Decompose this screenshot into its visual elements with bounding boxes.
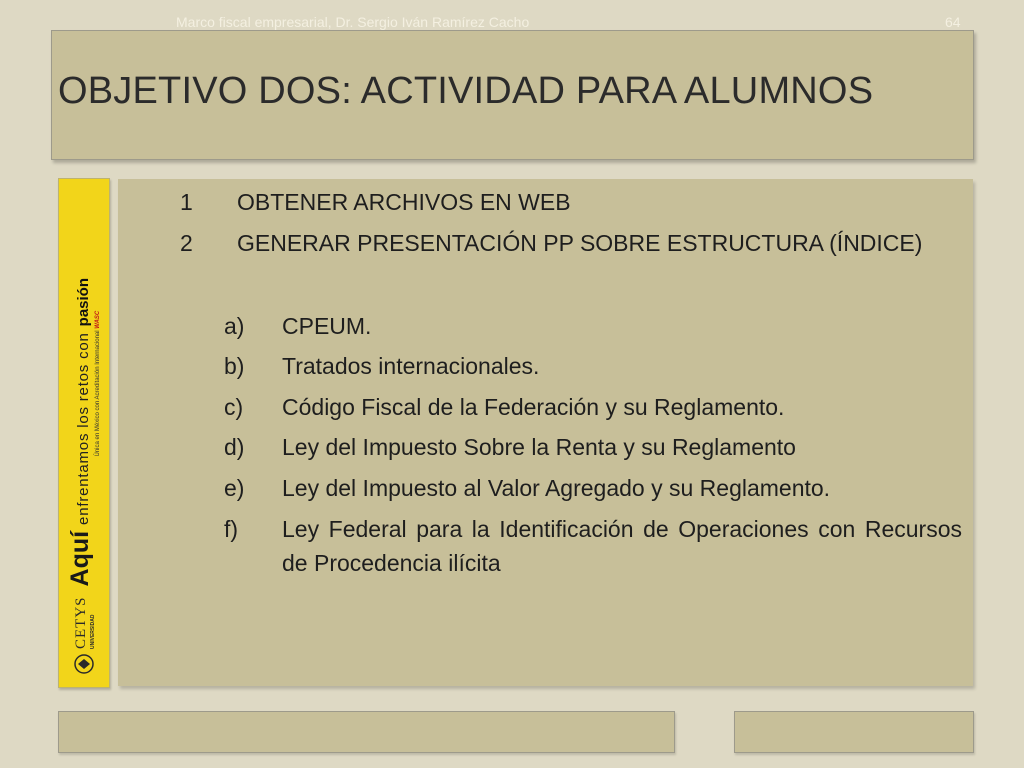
item-number: 2 <box>180 230 193 256</box>
item-text: GENERAR PRESENTACIÓN PP SOBRE ESTRUCTURA (ÍNDICE) <box>237 230 923 256</box>
item-text: Ley del Impuesto al Valor Agregado y su Reglamento. <box>282 475 831 501</box>
item-letter: e) <box>224 475 245 501</box>
item-text: OBTENER ARCHIVOS EN WEB <box>237 189 571 215</box>
item-letter: f) <box>224 516 239 542</box>
item-text: Código Fiscal de la Federación y su Reglamento. <box>282 394 785 420</box>
item-letter: c) <box>224 394 244 420</box>
logo-subtext: UNIVERSIDAD <box>90 614 96 649</box>
logo-emblem-icon <box>73 653 95 675</box>
cetys-logo <box>72 596 96 675</box>
accreditation-text: Única en México con Acreditación Internacional <box>94 330 101 457</box>
banner-slogan <box>65 278 101 587</box>
slide-title: OBJETIVO DOS: ACTIVIDAD PARA ALUMNOS <box>58 70 874 112</box>
footer-text: Marco fiscal empresarial, Dr. Sergio Iván Ramírez Cacho <box>176 14 530 30</box>
accreditation-mark: WASC <box>94 310 101 329</box>
footer-left-box <box>58 711 675 753</box>
item-text: Ley Federal para la Identificación de Operaciones con Recursos de Procedencia ilícita <box>282 516 962 576</box>
item-text: CPEUM. <box>282 313 372 339</box>
item-letter: a) <box>224 313 245 339</box>
cetys-banner <box>58 178 110 688</box>
footer-right-box <box>734 711 974 753</box>
logo-text: CETYS <box>73 596 89 649</box>
slogan-bold: Aquí <box>65 530 94 587</box>
banner-content <box>60 183 108 683</box>
page-number: 64 <box>945 14 961 30</box>
item-letter: d) <box>224 434 245 460</box>
slogan-text: enfrentamos los retos con <box>74 332 92 525</box>
item-text: Tratados internacionales. <box>282 353 540 379</box>
item-number: 1 <box>180 189 193 215</box>
item-text: Ley del Impuesto Sobre la Renta y su Reglamento <box>282 434 796 460</box>
item-letter: b) <box>224 353 245 379</box>
slogan-end: pasión <box>74 278 92 327</box>
